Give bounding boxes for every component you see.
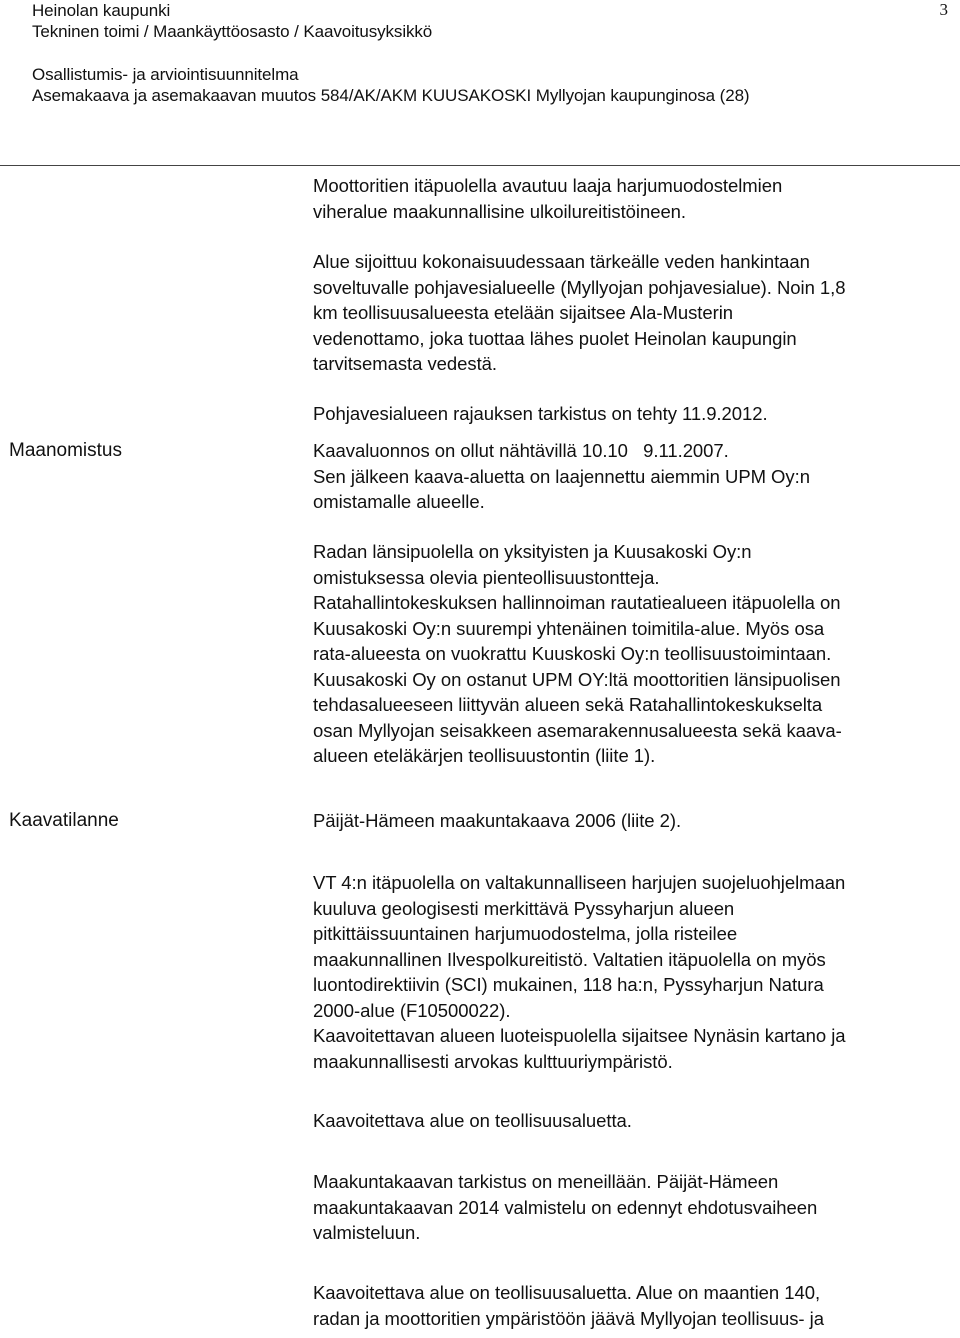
paragraph [313,1169,953,1246]
text-line: Alue sijoittuu kokonaisuudessaan tärkeälle veden hankintaan [313,251,810,272]
paragraph [313,1108,953,1134]
text-line: maakunnallinen Ilvespolkureitistö. Valtatien itäpuolella on myös [313,948,826,970]
paragraph [313,249,953,377]
text-line: omistuksessa olevia pienteollisuustontteja. [313,566,660,588]
text-line: km teollisuusalueesta etelään sijaitsee Ala-Musterin [313,302,734,323]
text-line: valmisteluun. [313,1222,421,1243]
text-line: osan Myllyojan seisakkeen asemarakennusalueesta sekä kaava- [313,719,842,741]
paragraph [313,173,953,224]
text-line: Kuusakoski Oy:n suurempi yhtenäinen toimitila-alue. Myös osa [313,617,825,639]
section-label-maanomistus: Maanomistus [9,440,122,461]
text-line: luontodirektiivin (SCI) mukainen, 118 ha:n, Pyssyharjun Natura [313,974,824,995]
text-line: VT 4:n itäpuolella on valtakunnalliseen harjujen suojeluohjelmaan [313,872,846,893]
section-label-kaavatilanne: Kaavatilanne [9,810,119,831]
text-line: maakunnallisesti arvokas kulttuuriympäristö. [313,1050,673,1072]
text-line: Kaavoitettavan alueen luoteispuolella sijaitsee Nynäsin kartano ja [313,1025,846,1046]
text-line: Moottoritien itäpuolella avautuu laaja harjumuodostelmien [313,175,783,196]
text-line: viheralue maakunnallisine ulkoilureitistöineen. [313,200,687,222]
text-line: soveltuvalle pohjavesialueelle (Myllyojan pohjavesialue). Noin 1,8 [313,276,846,298]
text-line: rata-alueesta on vuokrattu Kuuskoski Oy:n teollisuustoimintaan. [313,643,832,664]
text-line: Päijät-Hämeen maakuntakaava 2006 (liite 2). [313,810,682,831]
paragraph [313,870,953,1074]
paragraph [313,401,953,427]
paragraph [313,808,953,834]
organization-name: Heinolan kaupunki [32,1,171,20]
text-line: Maakuntakaavan tarkistus on meneillään. Päijät-Hämeen [313,1171,779,1192]
department-path: Tekninen toimi / Maankäyttöosasto / Kaavoitusyksikkö [32,22,433,41]
text-line: radan ja moottoritien ympäristöön jäävä Myllyojan teollisuus- ja [313,1307,824,1329]
text-line: alueen eteläkärjen teollisuustontin (liite 1). [313,745,656,766]
paragraph [313,539,953,769]
text-line: Kaavoitettava alue on teollisuusaluetta. [313,1110,632,1131]
text-line: Radan länsipuolella on yksityisten ja Kuusakoski Oy:n [313,541,752,562]
paragraph [313,438,953,515]
text-line: Kaavaluonnos on ollut nähtävillä 10.10 9.11.2007. [313,440,729,461]
document-type: Osallistumis- ja arviointisuunnitelma [32,65,299,84]
text-line: Kuusakoski Oy on ostanut UPM OY:ltä moottoritien länsipuolisen [313,668,841,690]
document-subject: Asemakaava ja asemakaavan muutos 584/AK/AKM KUUSAKOSKI Myllyojan kaupunginosa (28) [32,86,750,105]
text-line: tarvitsemasta vedestä. [313,353,497,374]
text-line: Sen jälkeen kaava-aluetta on laajennettu aiemmin UPM Oy:n [313,465,810,487]
text-line: 2000-alue (F10500022). [313,999,511,1021]
text-line: omistamalle alueelle. [313,491,485,512]
paragraph [313,1280,953,1331]
text-line: Kaavoitettava alue on teollisuusaluetta. Alue on maantien 140, [313,1282,821,1303]
page-number: 3 [939,0,948,19]
text-line: tehdasalueeseen liittyvän alueen sekä Ratahallintokeskukselta [313,694,823,715]
text-line: maakuntakaavan 2014 valmistelu on edennyt ehdotusvaiheen [313,1196,818,1218]
text-line: Pohjavesialueen rajauksen tarkistus on tehty 11.9.2012. [313,403,768,424]
header-divider [0,165,960,166]
text-line: pitkittäissuuntainen harjumuodostelma, jolla risteilee [313,923,738,944]
text-line: Ratahallintokeskuksen hallinnoiman rautatiealueen itäpuolella on [313,592,841,613]
text-line: vedenottamo, joka tuottaa lähes puolet Heinolan kaupungin [313,327,797,349]
text-line: kuuluva geologisesti merkittävä Pyssyharjun alueen [313,897,735,919]
